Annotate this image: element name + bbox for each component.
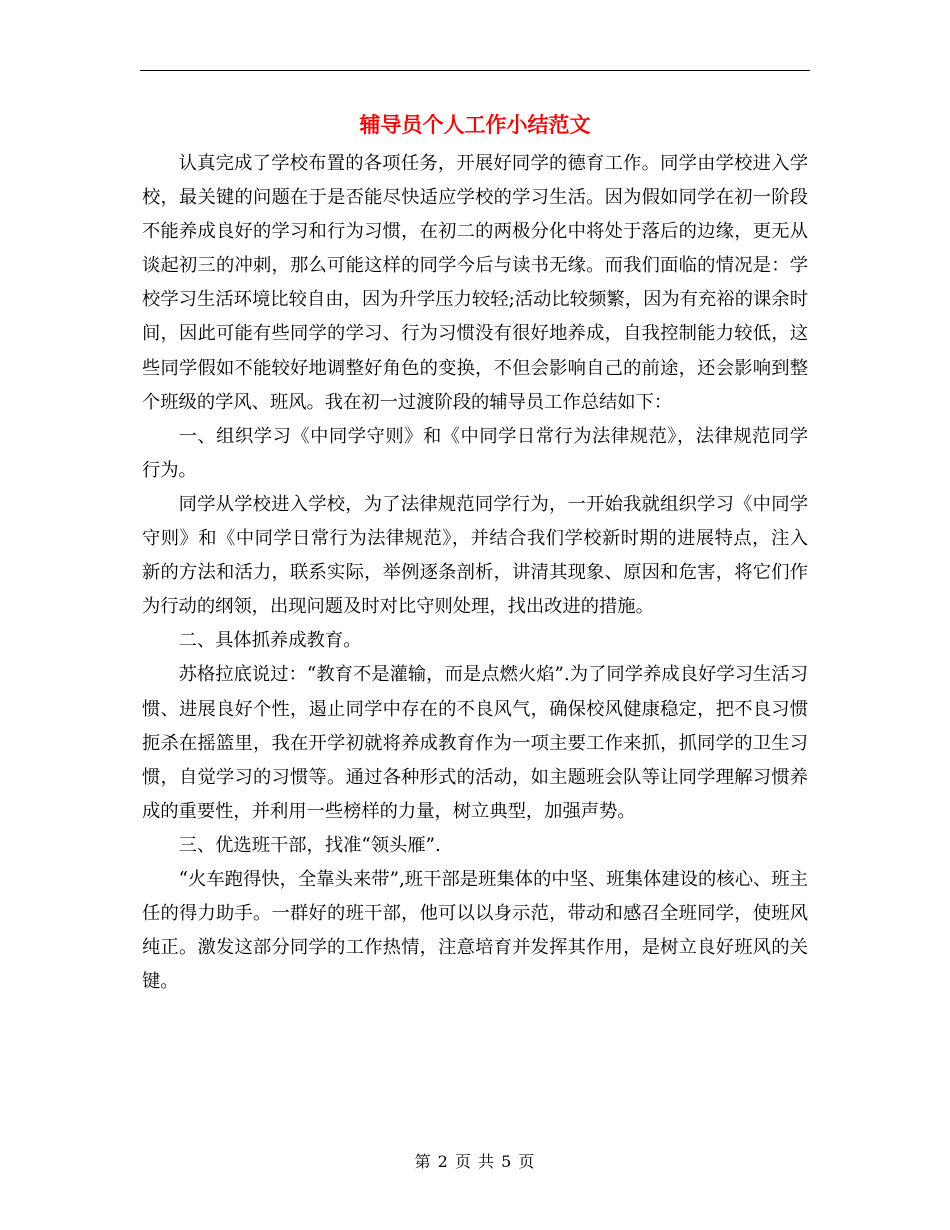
section-heading-1: 一、组织学习《中同学守则》和《中同学日常行为法律规范》，法律规范同学行为。 — [142, 425, 808, 481]
document-body — [142, 147, 808, 999]
page-number: 第 2 页 共 5 页 — [414, 1152, 536, 1171]
document-title: 辅导员个人工作小结范文 — [359, 113, 591, 137]
header-rule — [140, 70, 810, 71]
paragraph-section-3: “火车跑得快，全靠头来带”,班干部是班集体的中坚、班集体建设的核心、班主任的得力助手。一群好的班干部，他可以以身示范，带动和感召全班同学，使班风纯正。激发这部分同学的工作热情，注意培育并发挥其作用，是树立良好班风的关键。 — [142, 868, 808, 993]
section-heading-2: 二、具体抓养成教育。 — [178, 630, 362, 652]
paragraph-section-2: 苏格拉底说过：“教育不是灌输，而是点燃火焰”.为了同学养成良好学习生活习惯、进展良好个性，遏止同学中存在的不良风气，确保校风健康稳定，把不良习惯扼杀在摇篮里，我在开学初就将养成教育作为一项主要工作来抓，抓同学的卫生习惯，自觉学习的习惯等。通过各种形式的活动，如主题班会队等让同学理解习惯养成的重要性，并利用一些榜样的力量，树立典型，加强声势。 — [142, 664, 808, 822]
paragraph-section-1: 同学从学校进入学校，为了法律规范同学行为，一开始我就组织学习《中同学守则》和《中同学日常行为法律规范》，并结合我们学校新时期的进展特点，注入新的方法和活力，联系实际，举例逐条剖析，讲清其现象、原因和危害，将它们作为行动的纲领，出现问题及时对比守则处理，找出改进的措施。 — [142, 493, 808, 618]
paragraph-intro: 认真完成了学校布置的各项任务，开展好同学的德育工作。同学由学校进入学校，最关键的问题在于是否能尽快适应学校的学习生活。因为假如同学在初一阶段不能养成良好的学习和行为习惯，在初二的两极分化中将处于落后的边缘，更无从谈起初三的冲刺，那么可能这样的同学今后与读书无缘。而我们面临的情况是：学校学习生活环境比较自由，因为升学压力较轻;活动比较频繁，因为有充裕的课余时间，因此可能有些同学的学习、行为习惯没有很好地养成，自我控制能力较低，这些同学假如不能较好地调整好角色的变换，不但会影响自己的前途，还会影响到整个班级的学风、班风。我在初一过渡阶段的辅导员工作总结如下： — [142, 153, 808, 413]
section-heading-3: 三、优选班干部，找准“领头雁”. — [178, 834, 441, 856]
